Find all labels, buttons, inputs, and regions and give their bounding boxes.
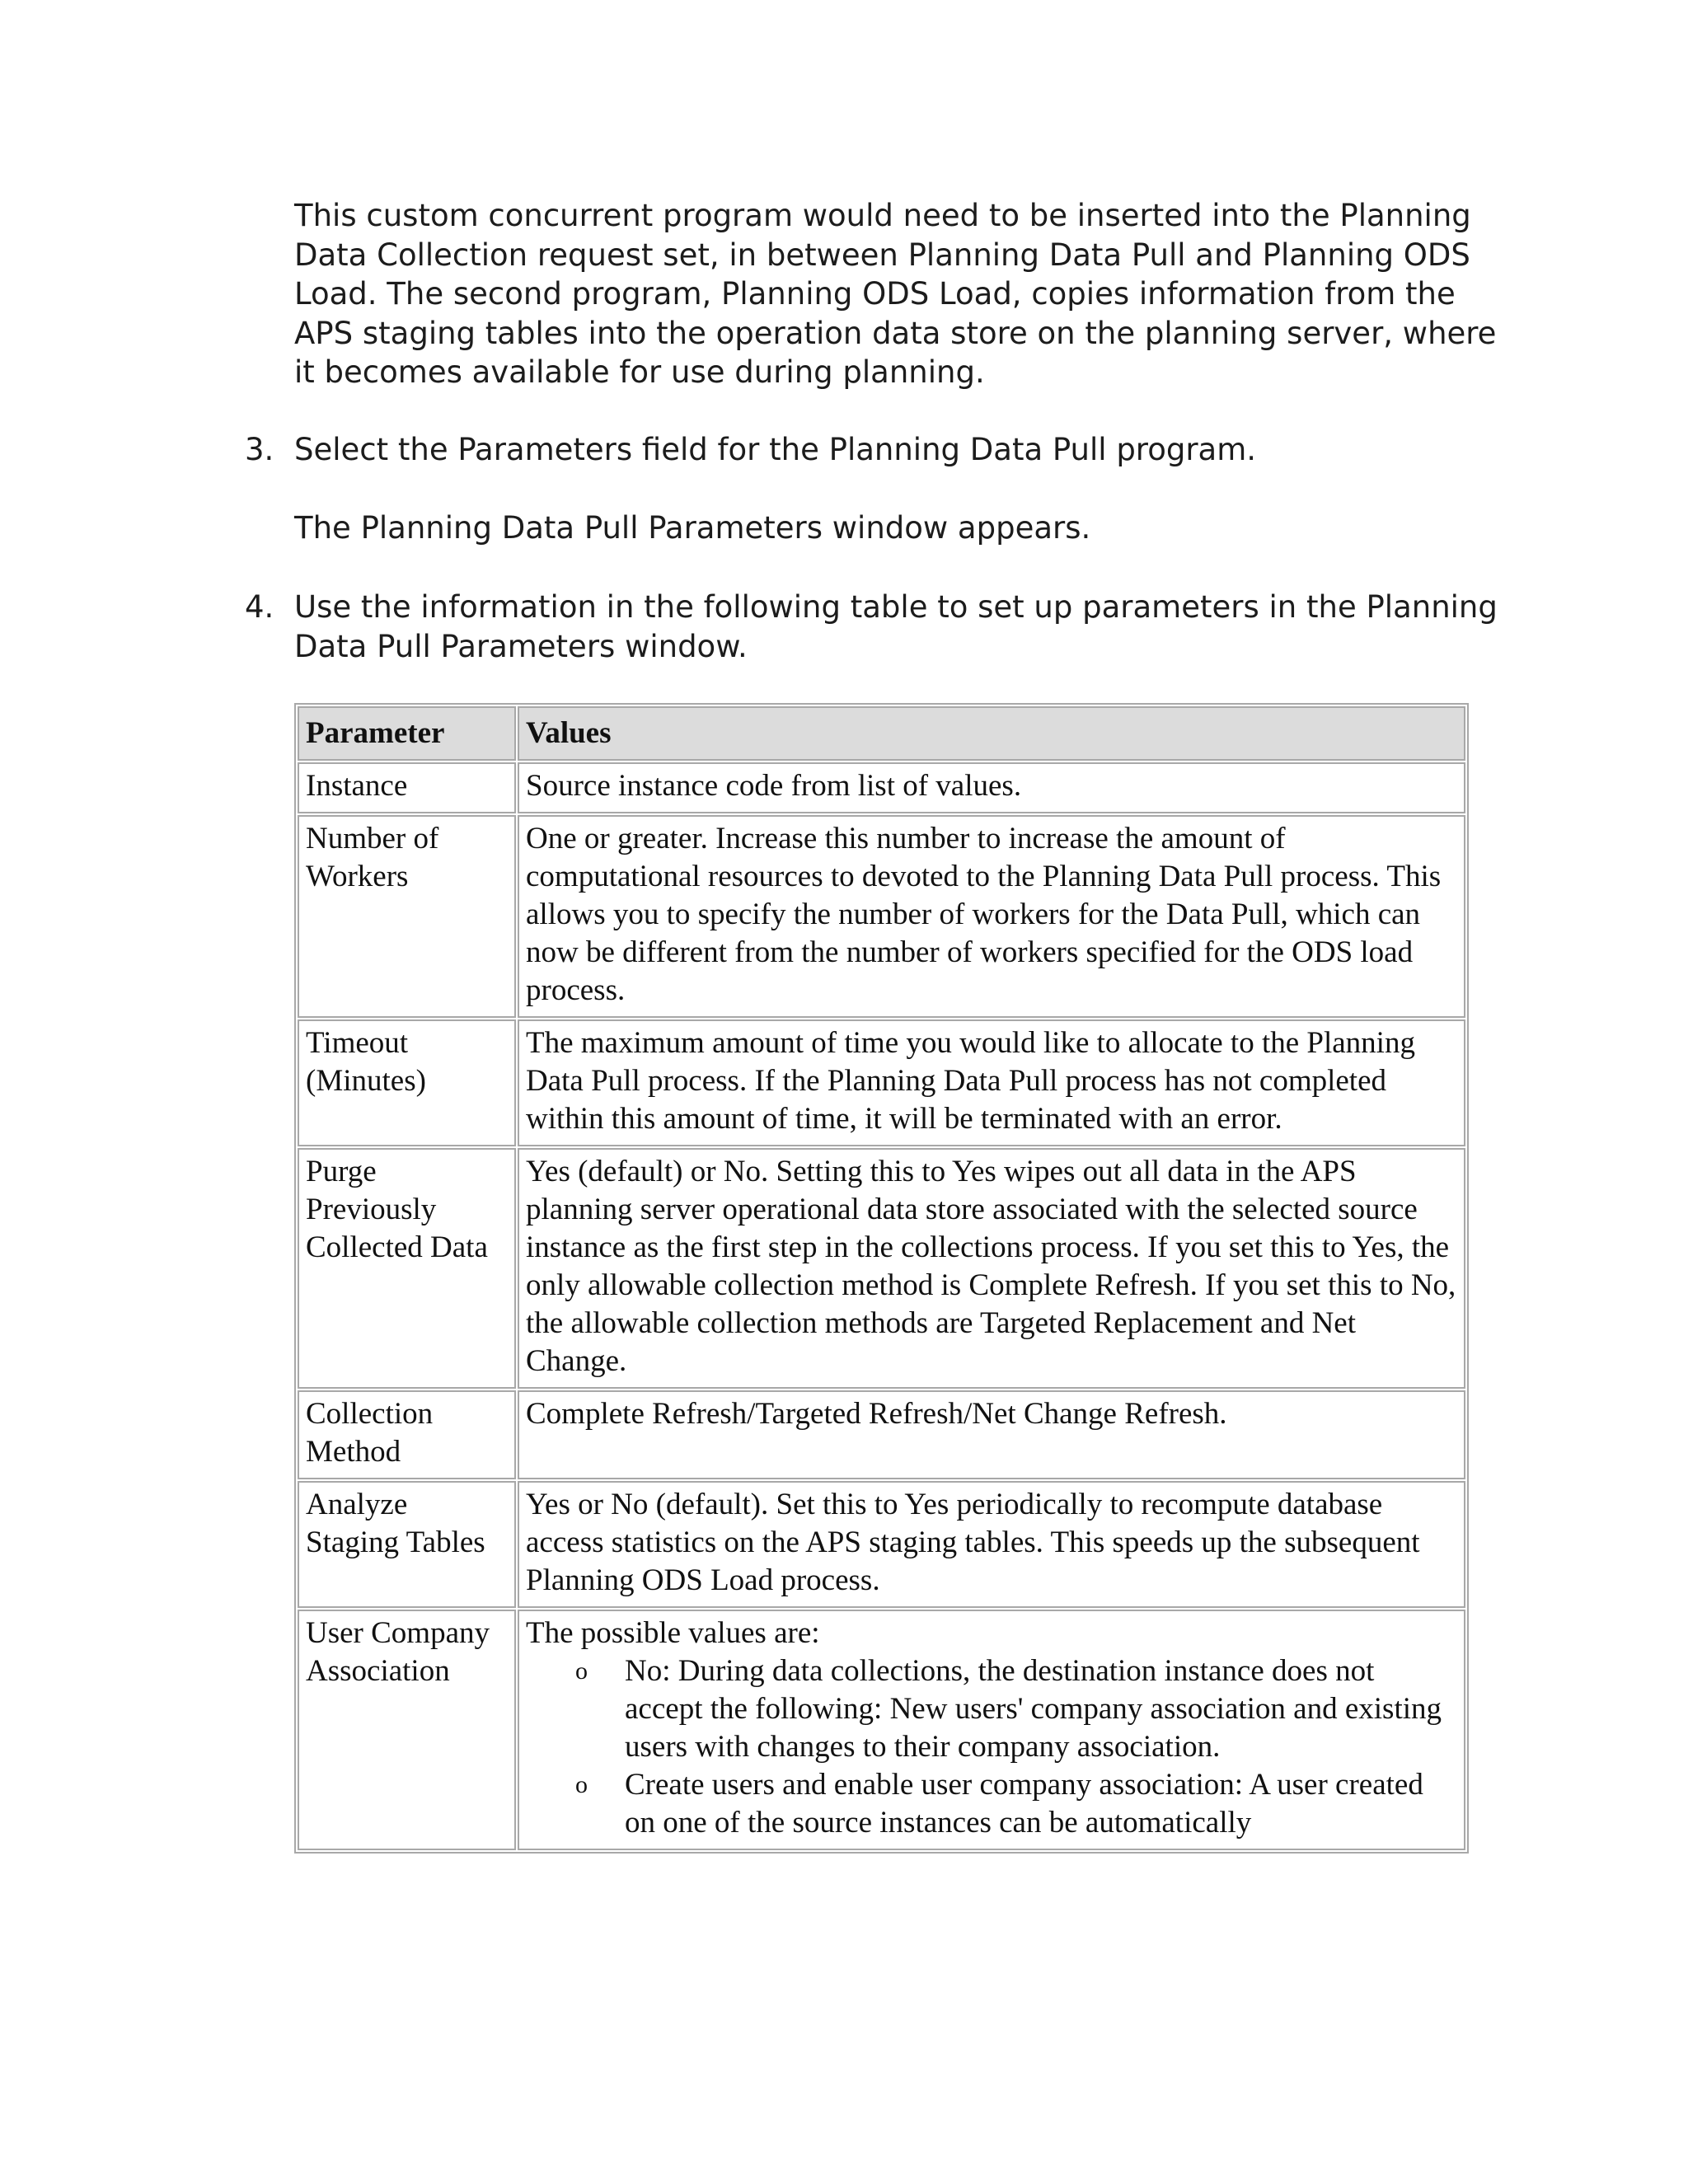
parameter-cell: Number of Workers (298, 815, 516, 1018)
parameter-cell: Timeout (Minutes) (298, 1019, 516, 1146)
table-row (298, 815, 1465, 1018)
header-values: Values (518, 706, 1465, 761)
values-cell: Yes or No (default). Set this to Yes periodically to recompute database access statistics on the APS staging tables. This speeds up the subsequent Planning ODS Load process. (518, 1481, 1465, 1608)
parameters-table (294, 703, 1469, 1854)
parameter-cell: Collection Method (298, 1390, 516, 1479)
options-list (526, 1652, 1457, 1842)
list-item (575, 1652, 1457, 1766)
circle-bullet-icon: o (575, 1771, 588, 1798)
values-intro: The possible values are: (526, 1616, 820, 1650)
header-parameter: Parameter (298, 706, 516, 761)
values-cell: The maximum amount of time you would like to allocate to the Planning Data Pull process. If the Planning Data Pull process has not completed within this amount of time, it will be terminated with an error. (518, 1019, 1465, 1146)
option-text: No: During data collections, the destination instance does not accept the following: New users' company association and existing users with changes to their company association. (625, 1654, 1442, 1764)
values-cell: Complete Refresh/Targeted Refresh/Net Change Refresh. (518, 1390, 1465, 1479)
circle-bullet-icon: o (575, 1657, 588, 1685)
table-row (298, 1610, 1465, 1850)
step-3-result: The Planning Data Pull Parameters window appears. (294, 510, 1091, 546)
values-cell: Yes (default) or No. Setting this to Yes wipes out all data in the APS planning server operational data store associated with the selected source instance as the first step in the collections process. If you set this to Yes, the only allowable collection method is Complete Refresh. If you set this to No, the allowable collection methods are Targeted Replacement and Net Change. (518, 1148, 1465, 1389)
step-text: Use the information in the following table to set up parameters in the Planning Data Pull Parameters window. (294, 589, 1498, 664)
values-cell: Source instance code from list of values. (518, 762, 1465, 813)
parameter-cell: Purge Previously Collected Data (298, 1148, 516, 1389)
parameter-cell: Analyze Staging Tables (298, 1481, 516, 1608)
intro-paragraph: This custom concurrent program would need to be inserted into the Planning Data Collection request set, in between Planning Data Pull and Planning ODS Load. The second program, Planning ODS Load, copies information from the APS staging tables into the operation data store on the planning server, where it becomes available for use during planning. (294, 198, 1497, 390)
table-header-row (298, 706, 1465, 761)
values-cell (518, 1610, 1465, 1850)
step-number: 3. (245, 432, 274, 467)
table-row (298, 1148, 1465, 1389)
parameter-cell: User Company Association (298, 1610, 516, 1850)
table-row (298, 1390, 1465, 1479)
step-text: Select the Parameters field for the Planning Data Pull program. (294, 432, 1257, 467)
table-row (298, 762, 1465, 813)
values-cell: One or greater. Increase this number to increase the amount of computational resources to devoted to the Planning Data Pull process. This allows you to specify the number of workers for the Data Pull, which can now be different from the number of workers specified for the ODS load process. (518, 815, 1465, 1018)
table-row (298, 1481, 1465, 1608)
step-number: 4. (245, 589, 274, 625)
option-text: Create users and enable user company association: A user created on one of the source instances can be automatically (625, 1768, 1423, 1840)
step-3 (245, 430, 1531, 470)
step-4 (245, 588, 1531, 667)
parameter-cell: Instance (298, 762, 516, 813)
list-item (575, 1766, 1457, 1842)
table-row (298, 1019, 1465, 1146)
